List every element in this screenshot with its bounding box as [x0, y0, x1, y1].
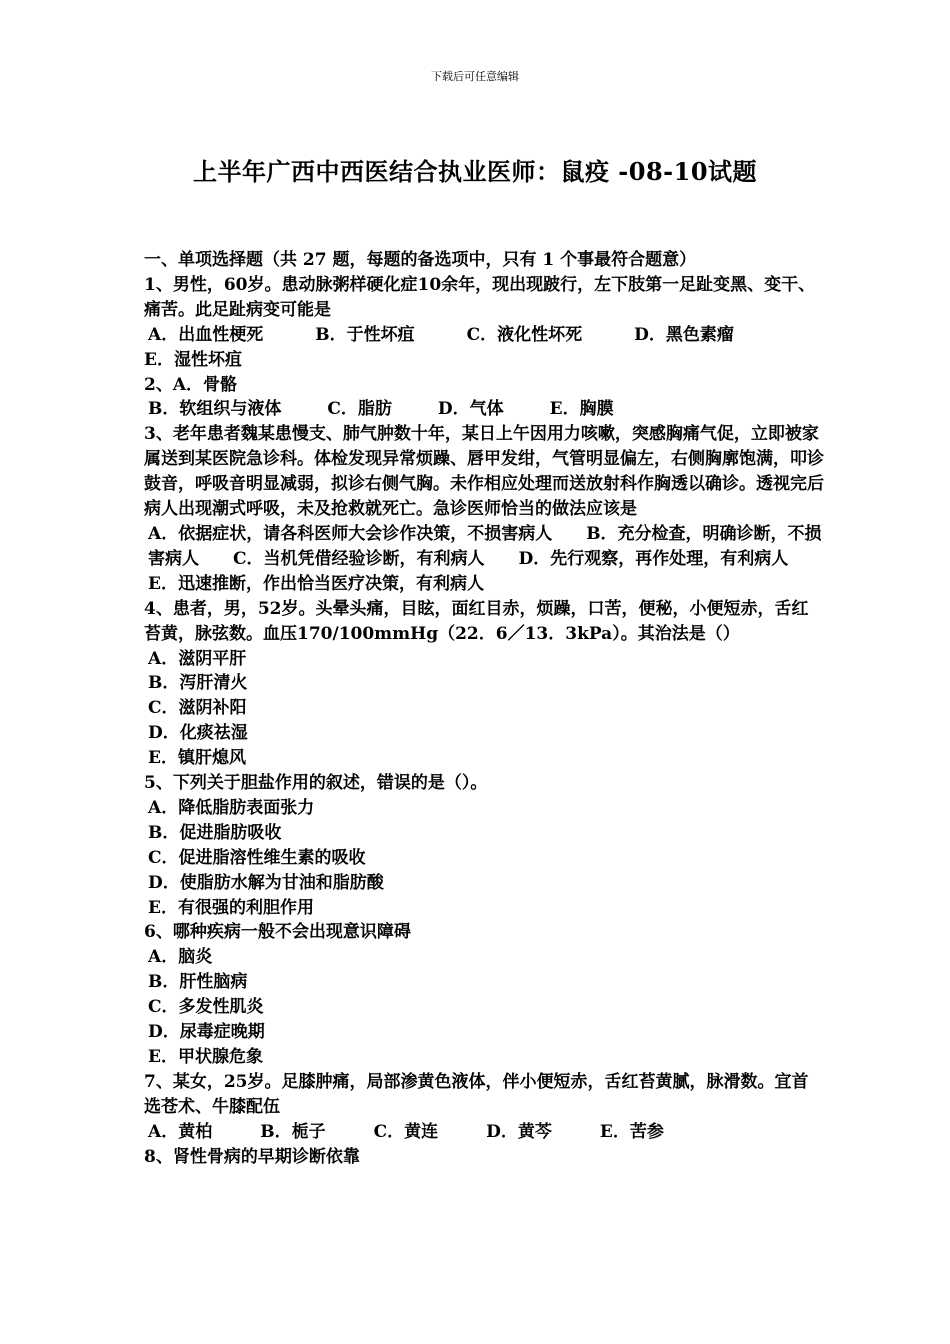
exam-content	[144, 248, 824, 1170]
question-1-options	[144, 323, 824, 348]
q5-option-b: B．促进脂肪吸收	[148, 822, 282, 843]
q7-option-d: D．黄芩	[486, 1121, 552, 1142]
question-3-options: A．依据症状，请各科医师大会诊作决策，不损害病人 B．充分检查，明确诊断，不损害病人 C．当机凭借经验诊断，有利病人 D．先行观察，再作处理，有利病人 E．迅速推断，作出恰当医疗决策，有利病人	[148, 523, 823, 594]
q6-option-a: A．脑炎	[148, 947, 213, 968]
question-2-stem: 2、A．骨骼	[144, 374, 238, 395]
question-6-stem: 6、哪种疾病一般不会出现意识障碍	[144, 922, 411, 943]
q7-option-b: B．栀子	[260, 1121, 326, 1142]
question-4-stem: 4、患者，男，52岁。头晕头痛，目眩，面红目赤，烦躁，口苦，便秘，小便短赤，舌红苔黄，脉弦数。血压170/100mmHg（22．6／13．3kPa）。其治法是（）	[144, 598, 809, 644]
question-5-stem: 5、下列关于胆盐作用的叙述，错误的是（）。	[144, 773, 488, 794]
question-8-stem: 8、肾性骨病的早期诊断依靠	[144, 1146, 360, 1167]
q2-option-b: B．软组织与液体	[148, 399, 282, 420]
q1-option-b: B．于性坏疽	[315, 324, 415, 345]
q7-option-a: A．黄柏	[148, 1121, 213, 1142]
q4-option-c: C．滋阴补阳	[148, 698, 247, 719]
question-7-options	[144, 1120, 824, 1145]
q7-option-e: E．苦参	[599, 1121, 664, 1142]
q6-option-e: E．甲状腺危象	[148, 1047, 263, 1067]
q1-option-d: D．黑色素瘤	[634, 324, 734, 345]
q5-option-e: E．有很强的利胆作用	[148, 897, 314, 918]
q1-option-e: E．湿性坏疽	[144, 349, 242, 370]
q4-option-b: B．泻肝清火	[148, 673, 248, 694]
q1-option-a: A．出血性梗死	[148, 324, 264, 345]
question-3-stem: 3、老年患者魏某患慢支、肺气肿数十年，某日上午因用力咳嗽，突感胸痛气促，立即被家属送到某医院急诊科。体检发现异常烦躁、唇甲发绀，气管明显偏左，右侧胸廓饱满，叩诊鼓音，呼吸音明显减弱，拟诊右侧气胸。未作相应处理而送放射科作胸透以确诊。透视完后病人出现潮式呼吸，未及抢救就死亡。急诊医师恰当的做法应该是	[144, 424, 824, 520]
question-7-stem: 7、某女，25岁。足膝肿痛，局部渗黄色液体，伴小便短赤，舌红苔黄腻，脉滑数。宜首选苍术、牛膝配伍	[144, 1071, 809, 1117]
header-note: 下载后可任意编辑	[431, 70, 519, 83]
q2-option-d: D．气体	[437, 399, 504, 420]
question-2-options	[144, 397, 824, 422]
q1-option-c: C．液化性坏死	[466, 324, 583, 345]
q6-option-b: B．肝性脑病	[148, 972, 248, 993]
document-title: 上半年广西中西医结合执业医师：鼠疫 -08-10试题	[192, 157, 758, 186]
q5-option-c: C．促进脂溶性维生素的吸收	[148, 847, 366, 868]
q4-option-a: A．滋阴平肝	[148, 648, 247, 669]
q4-option-d: D．化痰祛湿	[148, 723, 248, 744]
q6-option-d: D．尿毒症晚期	[148, 1022, 265, 1043]
q2-option-e: E．胸膜	[549, 399, 614, 420]
q5-option-d: D．使脂肪水解为甘油和脂肪酸	[148, 872, 384, 893]
q2-option-c: C．脂肪	[327, 399, 392, 420]
question-1-stem: 1、男性，60岁。患动脉粥样硬化症10余年，现出现跛行，左下肢第一足趾变黑、变干、痛苦。此足趾病变可能是	[144, 274, 816, 320]
q5-option-a: A．降低脂肪表面张力	[148, 797, 315, 818]
section-heading: 一、单项选择题（共 27 题，每题的备选项中，只有 1 个事最符合题意）	[144, 250, 697, 270]
q7-option-c: C．黄连	[373, 1121, 439, 1142]
q6-option-c: C．多发性肌炎	[148, 997, 264, 1018]
q4-option-e: E．镇肝熄风	[148, 748, 246, 769]
